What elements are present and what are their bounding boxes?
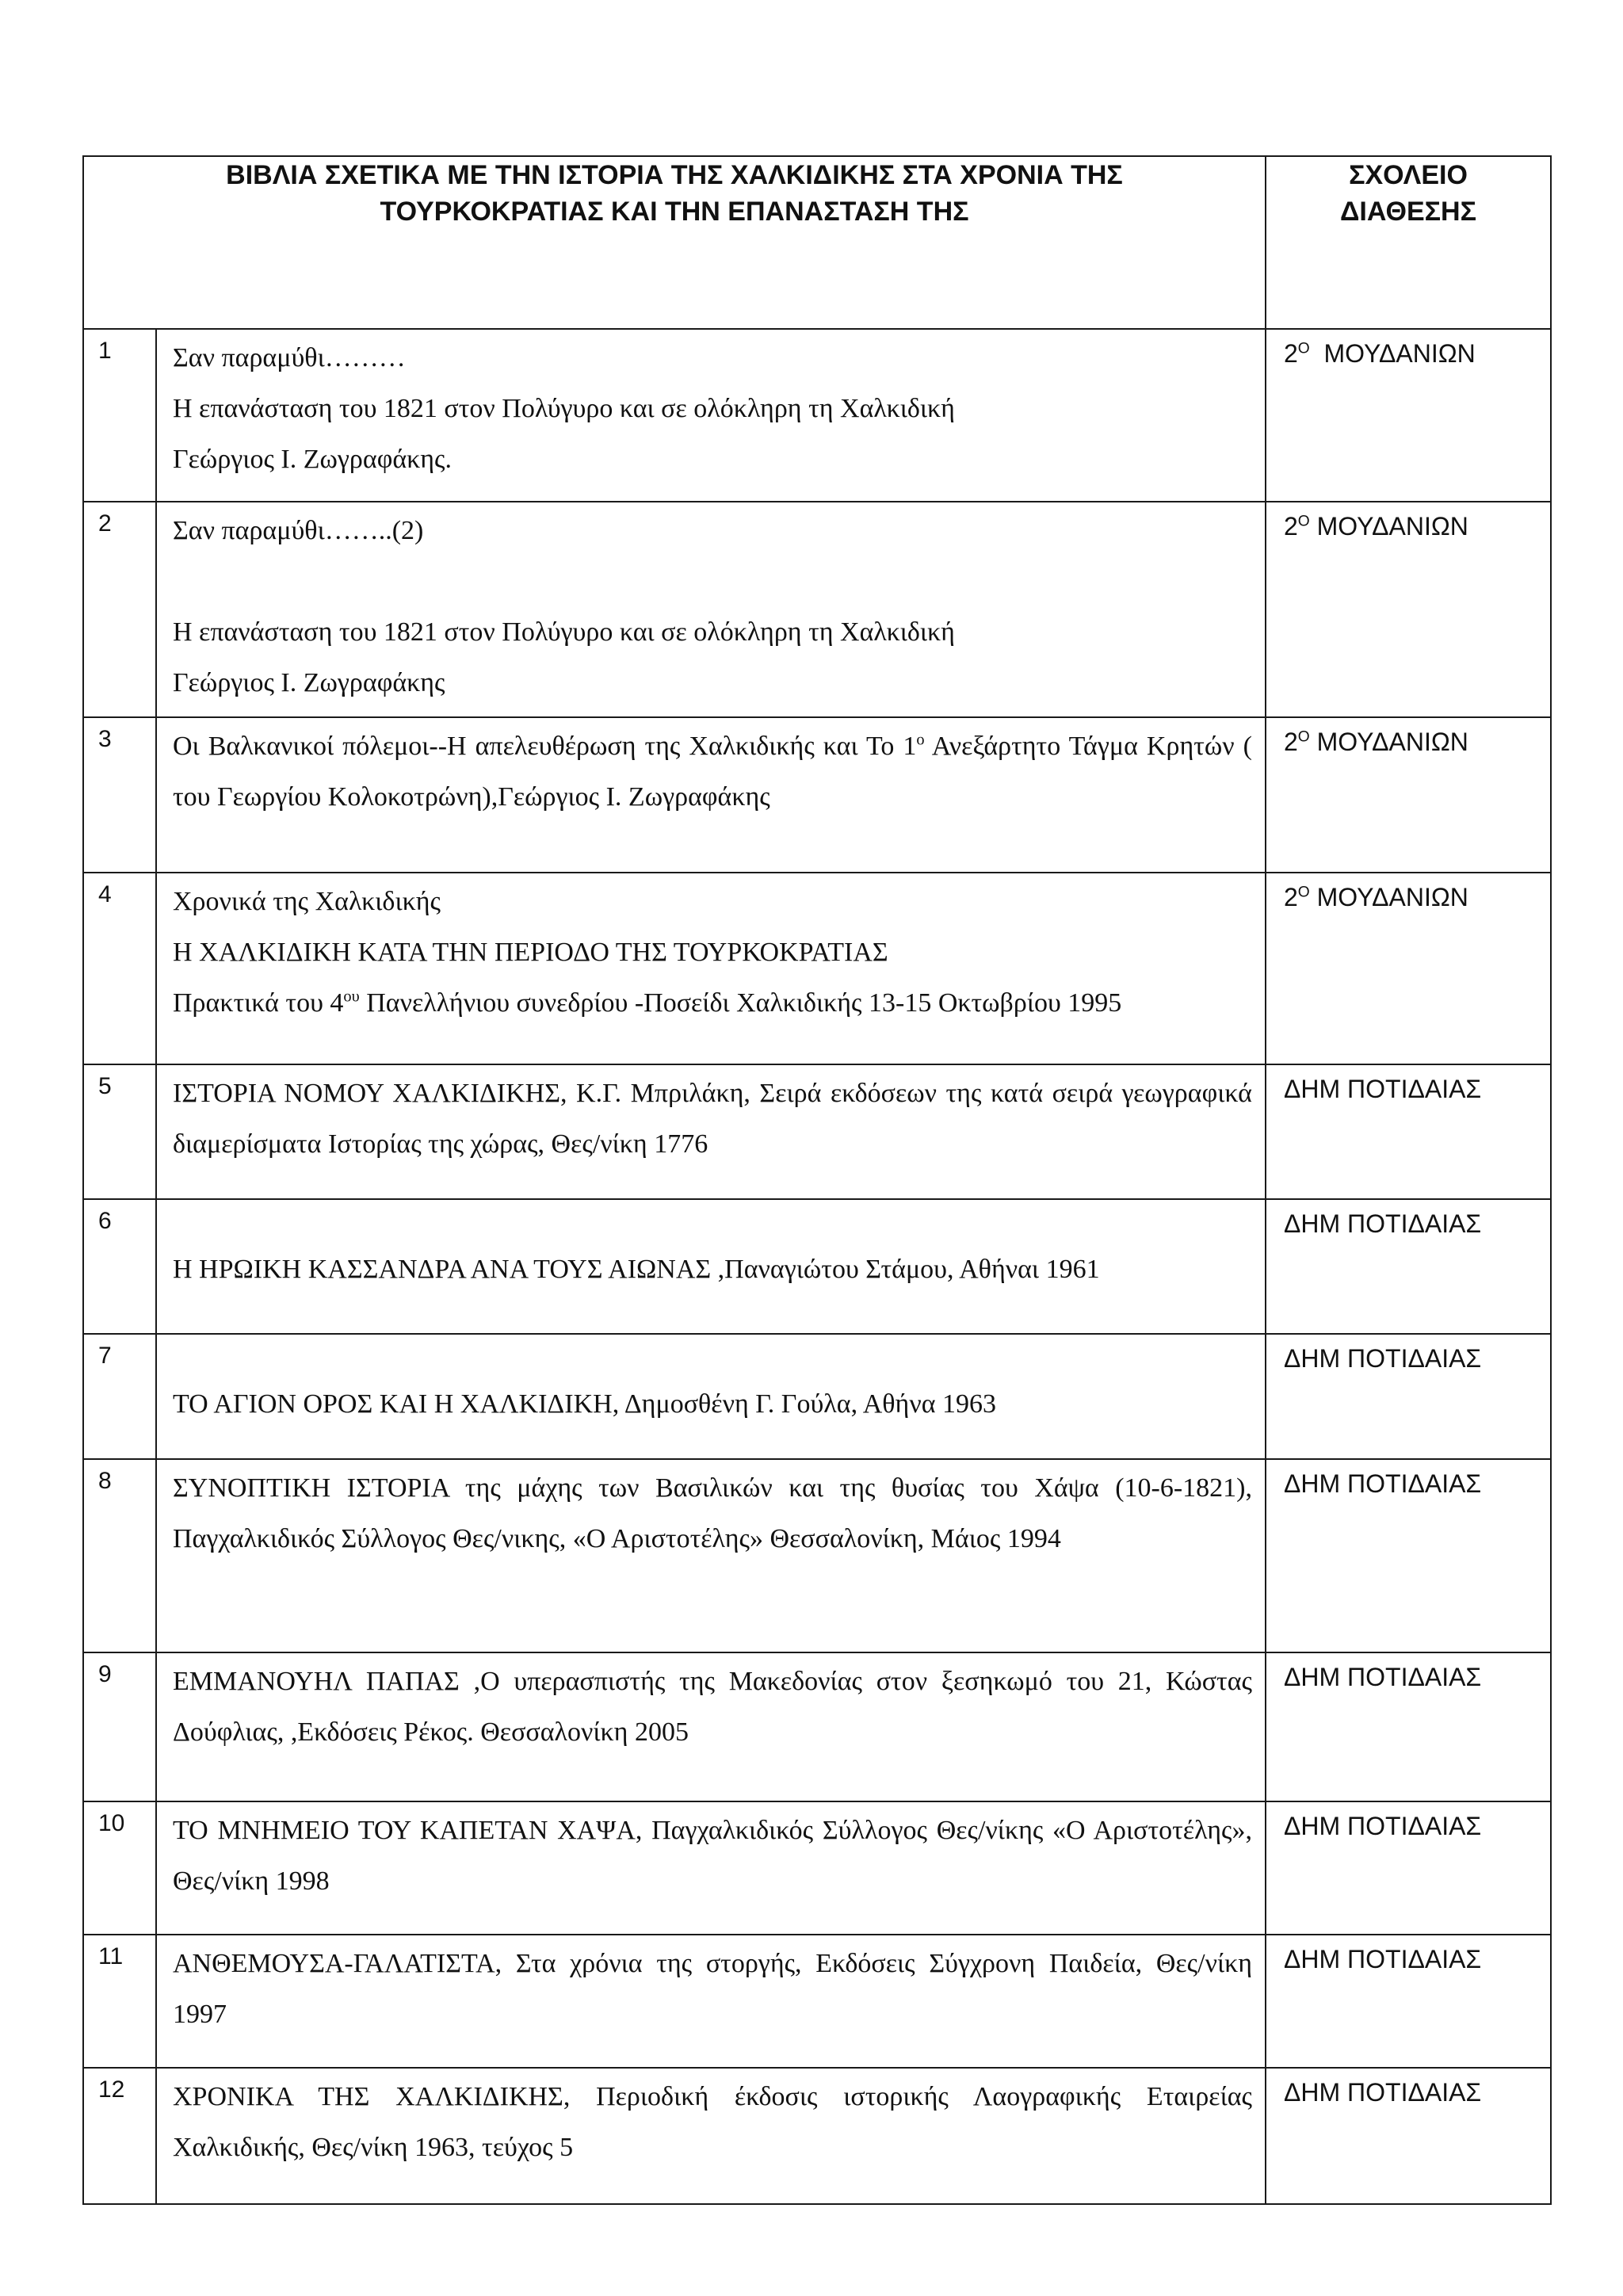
row-number: 8 <box>98 1468 112 1494</box>
school-cell <box>1266 873 1551 1064</box>
school-cell <box>1266 717 1551 873</box>
school-grade: 2 <box>1284 512 1298 541</box>
school-grade: 2 <box>1284 339 1298 368</box>
book-text: Οι Βαλκανικοί πόλεμοι--Η απελευθέρωση της Χαλκιδικής και Το 1 <box>173 732 917 761</box>
table-row <box>83 1199 1551 1334</box>
row-number-cell <box>83 1334 156 1459</box>
school-grade: 2 <box>1284 883 1298 911</box>
table-row <box>83 1935 1551 2068</box>
book-line: Η ΧΑΛΚΙΔΙΚΗ ΚΑΤΑ ΤΗΝ ΠΕΡΙΟΔΟ ΤΗΣ ΤΟΥΡΚΟΚΡΑΤΙΑΣ <box>173 938 888 967</box>
table-header-row <box>83 156 1551 329</box>
table-title-line: ΒΙΒΛΙΑ ΣΧΕΤΙΚΑ ΜΕ ΤΗΝ ΙΣΤΟΡΙΑ ΤΗΣ ΧΑΛΚΙΔΙΚΗΣ ΣΤΑ ΧΡΟΝΙΑ ΤΗΣ <box>226 160 1123 190</box>
school-name: ΜΟΥΔΑΝΙΩΝ <box>1309 883 1468 911</box>
school-name: ΜΟΥΔΑΝΙΩΝ <box>1309 339 1476 368</box>
book-text: ΕΜΜΑΝΟΥΗΛ ΠΑΠΑΣ ,Ο υπερασπιστής της Μακεδονίας στον ξεσηκωμό του 21, Κώστας Δούφλιας, ,Εκδόσεις Ρέκος. Θεσσαλονίκη 2005 <box>173 1667 1252 1747</box>
table-row <box>83 873 1551 1064</box>
book-cell <box>156 717 1266 873</box>
school-name: ΔΗΜ ΠΟΤΙΔΑΙΑΣ <box>1284 1344 1482 1373</box>
table-row <box>83 1334 1551 1459</box>
row-number-cell <box>83 502 156 717</box>
book-line: Σαν παραμύθι……… <box>173 343 406 372</box>
school-cell <box>1266 1459 1551 1652</box>
book-cell <box>156 1935 1266 2068</box>
row-number-cell <box>83 1935 156 2068</box>
school-grade-suffix: Ο <box>1297 513 1310 530</box>
school-name: ΜΟΥΔΑΝΙΩΝ <box>1309 512 1468 541</box>
book-cell <box>156 1334 1266 1459</box>
book-text: ΧΡΟΝΙΚΑ ΤΗΣ ΧΑΛΚΙΔΙΚΗΣ, Περιοδική έκδοσις ιστορικής Λαογραφικής Εταιρείας Χαλκιδικής, Θες/νίκη 1963, τεύχος 5 <box>173 2082 1252 2162</box>
table-title-line: ΤΟΥΡΚΟΚΡΑΤΙΑΣ ΚΑΙ ΤΗΝ ΕΠΑΝΑΣΤΑΣΗ ΤΗΣ <box>380 197 969 227</box>
row-number-cell <box>83 1652 156 1801</box>
school-cell <box>1266 1935 1551 2068</box>
row-number: 9 <box>98 1661 112 1687</box>
table-row <box>83 1064 1551 1199</box>
table-row <box>83 1801 1551 1935</box>
school-grade-suffix: Ο <box>1297 884 1310 901</box>
book-line: Η επανάσταση του 1821 στον Πολύγυρο και σε ολόκληρη τη Χαλκιδική <box>173 394 955 423</box>
book-line <box>173 978 1252 1029</box>
school-name: ΜΟΥΔΑΝΙΩΝ <box>1309 728 1468 756</box>
school-name: ΔΗΜ ΠΟΤΙΔΑΙΑΣ <box>1284 1209 1482 1238</box>
row-number-cell <box>83 2068 156 2204</box>
book-text: Η ΗΡΩΙΚΗ ΚΑΣΣΑΝΔΡΑ ΑΝΑ ΤΟΥΣ ΑΙΩΝΑΣ ,Παναγιώτου Στάμου, Αθήναι 1961 <box>173 1255 1100 1284</box>
book-text: ΑΝΘΕΜΟΥΣΑ-ΓΑΛΑΤΙΣΤΑ, Στα χρόνια της στοργής, Εκδόσεις Σύγχρονη Παιδεία, Θες/νίκη 1997 <box>173 1949 1252 2029</box>
row-number-cell <box>83 717 156 873</box>
book-text: ΙΣΤΟΡΙΑ ΝΟΜΟΥ ΧΑΛΚΙΔΙΚΗΣ, Κ.Γ. Μπριλάκη, Σειρά εκδόσεων της κατά σειρά γεωγραφικά διαμερίσματα Ιστορίας της χώρας, Θες/νίκη 1776 <box>173 1079 1252 1159</box>
book-cell <box>156 502 1266 717</box>
table-row <box>83 1652 1551 1801</box>
book-cell <box>156 1801 1266 1935</box>
school-cell <box>1266 1199 1551 1334</box>
book-line: Χρονικά της Χαλκιδικής <box>173 887 441 916</box>
book-cell <box>156 1064 1266 1199</box>
book-cell <box>156 1459 1266 1652</box>
book-cell <box>156 1199 1266 1334</box>
row-number-cell <box>83 329 156 502</box>
school-cell <box>1266 1801 1551 1935</box>
school-name: ΔΗΜ ΠΟΤΙΔΑΙΑΣ <box>1284 1469 1482 1498</box>
book-line: Γεώργιος Ι. Ζωγραφάκης <box>173 668 445 697</box>
table-title-header <box>83 156 1266 329</box>
school-name: ΔΗΜ ΠΟΤΙΔΑΙΑΣ <box>1284 2078 1482 2107</box>
book-line: Γεώργιος Ι. Ζωγραφάκης. <box>173 445 453 474</box>
row-number: 1 <box>98 338 112 364</box>
row-number-cell <box>83 1801 156 1935</box>
school-cell <box>1266 2068 1551 2204</box>
row-number: 2 <box>98 510 112 537</box>
book-text: ΤΟ ΜΝΗΜΕΙΟ ΤΟΥ ΚΑΠΕΤΑΝ ΧΑΨΑ, Παγχαλκιδικός Σύλλογος Θες/νίκης «Ο Αριστοτέλης», Θες/νίκη 1998 <box>173 1816 1252 1896</box>
school-name: ΔΗΜ ΠΟΤΙΔΑΙΑΣ <box>1284 1663 1482 1691</box>
school-cell <box>1266 1334 1551 1459</box>
school-cell <box>1266 502 1551 717</box>
row-number: 3 <box>98 726 112 752</box>
row-number: 4 <box>98 881 112 907</box>
book-cell <box>156 329 1266 502</box>
school-name: ΔΗΜ ΠΟΤΙΔΑΙΑΣ <box>1284 1945 1482 1973</box>
school-header-line: ΔΙΑΘΕΣΗΣ <box>1339 197 1476 227</box>
book-text: Ανεξάρτητο Τάγμα Κρητών ( του Γεωργίου Κολοκοτρώνη),Γεώργιος Ι. Ζωγραφάκης <box>173 732 1252 812</box>
school-column-header <box>1266 156 1551 329</box>
book-cell <box>156 2068 1266 2204</box>
school-cell <box>1266 1652 1551 1801</box>
table-row <box>83 2068 1551 2204</box>
book-cell <box>156 873 1266 1064</box>
school-cell <box>1266 1064 1551 1199</box>
row-number: 6 <box>98 1208 112 1234</box>
school-grade-suffix: Ο <box>1297 728 1310 746</box>
school-cell <box>1266 329 1551 502</box>
row-number: 5 <box>98 1073 112 1099</box>
ordinal-suffix: ου <box>343 988 360 1006</box>
row-number: 10 <box>98 1810 125 1836</box>
row-number-cell <box>83 1459 156 1652</box>
row-number-cell <box>83 1064 156 1199</box>
row-number: 7 <box>98 1343 112 1369</box>
row-number-cell <box>83 1199 156 1334</box>
book-text: Πανελλήνιου συνεδρίου -Ποσείδι Χαλκιδικής 13-15 Οκτωβρίου 1995 <box>359 988 1122 1018</box>
books-table <box>82 155 1552 2205</box>
book-cell <box>156 1652 1266 1801</box>
book-text: ΤΟ ΑΓΙΟΝ ΟΡΟΣ ΚΑΙ Η ΧΑΛΚΙΔΙΚΗ, Δημοσθένη Γ. Γούλα, Αθήνα 1963 <box>173 1389 997 1419</box>
school-grade-suffix: Ο <box>1297 340 1310 357</box>
school-grade: 2 <box>1284 728 1298 756</box>
book-text: Πρακτικά του 4 <box>173 988 344 1018</box>
row-number-cell <box>83 873 156 1064</box>
table-row <box>83 717 1551 873</box>
school-name: ΔΗΜ ΠΟΤΙΔΑΙΑΣ <box>1284 1075 1482 1103</box>
book-line: Η επανάσταση του 1821 στον Πολύγυρο και σε ολόκληρη τη Χαλκιδική <box>173 617 955 647</box>
book-line: Σαν παραμύθι……..(2) <box>173 516 424 545</box>
row-number: 11 <box>98 1943 124 1969</box>
school-header-line: ΣΧΟΛΕΙΟ <box>1349 160 1468 190</box>
ordinal-suffix: ο <box>916 731 925 749</box>
row-number: 12 <box>98 2076 125 2103</box>
table-row <box>83 329 1551 502</box>
school-name: ΔΗΜ ΠΟΤΙΔΑΙΑΣ <box>1284 1812 1482 1840</box>
table-row <box>83 1459 1551 1652</box>
table-row <box>83 502 1551 717</box>
book-text: ΣΥΝΟΠΤΙΚΗ ΙΣΤΟΡΙΑ της μάχης των Βασιλικών και της θυσίας του Χάψα (10-6-1821), Παγχαλκιδικός Σύλλογος Θες/νικης, «Ο Αριστοτέλης» Θεσσαλονίκη, Μάιος 1994 <box>173 1473 1252 1553</box>
